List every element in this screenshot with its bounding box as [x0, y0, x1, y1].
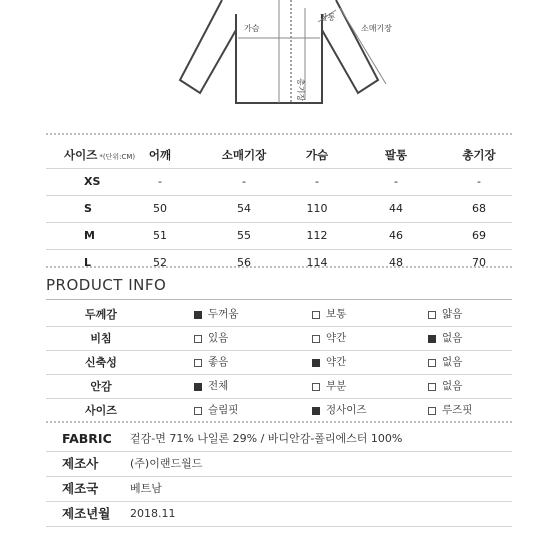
table-cell: 48	[389, 256, 403, 269]
table-cell: 110	[306, 202, 328, 215]
table-cell: 70	[472, 256, 486, 269]
property-option	[194, 327, 228, 350]
property-option	[428, 375, 462, 398]
section-divider	[46, 133, 512, 135]
title-underline	[46, 299, 512, 300]
size-table	[46, 142, 512, 276]
header-chest: 가슴	[305, 148, 329, 162]
property-option	[428, 399, 472, 422]
option-label: 두꺼움	[208, 308, 239, 320]
product-info-table	[46, 303, 512, 422]
detail-label: 제조국	[62, 481, 99, 496]
unchecked-box-icon	[428, 383, 436, 391]
detail-label: 제조사	[62, 456, 99, 471]
total-length-label: 총기장	[296, 78, 305, 102]
detail-value: 겉감-면 71% 나일론 29% / 바디안감-폴리에스터 100%	[130, 432, 403, 445]
unit-note: *(단위:CM)	[99, 153, 136, 161]
property-row	[46, 399, 512, 422]
property-row	[46, 327, 512, 350]
table-cell: 55	[237, 229, 251, 242]
product-info-title: PRODUCT INFO	[46, 276, 167, 294]
section-divider	[46, 266, 512, 268]
row-size: XS	[84, 175, 101, 188]
section-divider	[46, 421, 512, 423]
property-option	[194, 375, 228, 398]
unchecked-box-icon	[312, 335, 320, 343]
table-cell: 54	[237, 202, 251, 215]
table-row	[46, 196, 512, 222]
row-size: M	[84, 229, 95, 242]
detail-label: FABRIC	[62, 431, 112, 446]
header-arm-width: 팔통	[384, 148, 408, 162]
table-cell: -	[394, 175, 398, 188]
option-label: 없음	[442, 356, 463, 368]
property-option	[312, 399, 367, 422]
unchecked-box-icon	[312, 311, 320, 319]
option-label: 슬림핏	[208, 404, 239, 416]
unchecked-box-icon	[312, 383, 320, 391]
table-row	[46, 169, 512, 195]
property-option	[312, 351, 346, 374]
unchecked-box-icon	[428, 359, 436, 367]
table-cell: 68	[472, 202, 486, 215]
header-size-label: 사이즈	[64, 148, 98, 162]
property-option	[194, 351, 228, 374]
property-row	[46, 303, 512, 326]
checked-box-icon	[194, 383, 202, 391]
option-label: 없음	[442, 332, 463, 344]
property-option	[194, 303, 238, 326]
table-cell: 51	[153, 229, 167, 242]
table-row	[46, 250, 512, 276]
unchecked-box-icon	[194, 335, 202, 343]
table-cell: -	[242, 175, 246, 188]
option-label: 얇음	[442, 308, 463, 320]
table-cell: 69	[472, 229, 486, 242]
unchecked-box-icon	[428, 407, 436, 415]
sleeve-length-label: 소매기장	[361, 24, 392, 33]
property-row	[46, 351, 512, 374]
option-label: 없음	[442, 380, 463, 392]
property-label: 신축성	[85, 356, 117, 369]
detail-value: 2018.11	[130, 507, 176, 520]
checked-box-icon	[312, 407, 320, 415]
header-shoulder: 어깨	[148, 148, 172, 162]
row-size: S	[84, 202, 92, 215]
unchecked-box-icon	[428, 311, 436, 319]
option-label: 정사이즈	[326, 404, 367, 416]
property-label: 비침	[90, 332, 112, 345]
detail-row	[46, 502, 512, 526]
table-cell: 112	[306, 229, 328, 242]
size-table-header	[46, 142, 512, 168]
detail-value: (주)이랜드월드	[130, 457, 203, 470]
table-row	[46, 223, 512, 249]
detail-value: 베트남	[130, 482, 162, 495]
table-cell: 52	[153, 256, 167, 269]
property-label: 사이즈	[85, 404, 117, 417]
option-label: 부분	[326, 380, 347, 392]
table-cell: 114	[306, 256, 328, 269]
property-option	[428, 303, 462, 326]
detail-row	[46, 452, 512, 476]
garment-diagram	[0, 0, 555, 118]
checked-box-icon	[194, 311, 202, 319]
table-cell: -	[315, 175, 319, 188]
property-option	[428, 351, 462, 374]
option-label: 보통	[326, 308, 347, 320]
property-option	[312, 327, 346, 350]
table-cell: -	[158, 175, 162, 188]
checked-box-icon	[428, 335, 436, 343]
checked-box-icon	[312, 359, 320, 367]
option-label: 전체	[208, 380, 229, 392]
header-total-length: 총기장	[462, 148, 496, 162]
property-option	[194, 399, 238, 422]
option-label: 약간	[326, 356, 347, 368]
detail-label: 제조년월	[62, 506, 111, 521]
property-label: 안감	[90, 380, 112, 393]
table-cell: 46	[389, 229, 403, 242]
detail-row	[46, 427, 512, 451]
chest-label: 가슴	[244, 24, 260, 33]
header-sleeve-length: 소매기장	[221, 148, 267, 162]
table-cell: 50	[153, 202, 167, 215]
table-cell: 44	[389, 202, 403, 215]
jacket-sketch	[0, 0, 555, 118]
property-option	[312, 375, 346, 398]
table-cell: 56	[237, 256, 251, 269]
property-label: 두께감	[85, 308, 117, 321]
option-label: 있음	[208, 332, 229, 344]
row-divider	[46, 526, 512, 527]
table-cell: -	[477, 175, 481, 188]
arm-width-label: 팔통	[320, 13, 336, 22]
option-label: 루즈핏	[442, 404, 473, 416]
detail-row	[46, 477, 512, 501]
product-details	[46, 427, 512, 527]
unchecked-box-icon	[194, 359, 202, 367]
property-option	[312, 303, 346, 326]
property-row	[46, 375, 512, 398]
unchecked-box-icon	[194, 407, 202, 415]
option-label: 좋음	[208, 356, 229, 368]
option-label: 약간	[326, 332, 347, 344]
row-size: L	[84, 256, 92, 269]
property-option	[428, 327, 462, 350]
